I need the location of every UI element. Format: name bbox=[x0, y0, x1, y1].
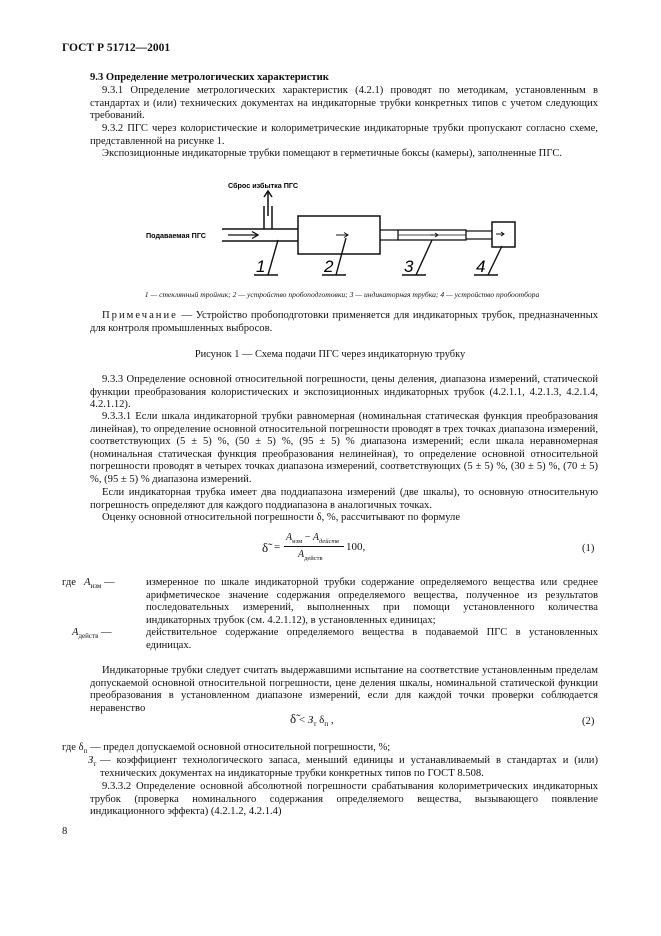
label-excess-gas-reset: Сброс избытка ПГС bbox=[228, 181, 299, 190]
leader-lines bbox=[254, 238, 502, 275]
callout-4: 4 bbox=[476, 257, 486, 276]
callout-2: 2 bbox=[324, 257, 334, 276]
figure-note bbox=[90, 310, 598, 335]
eq1-fraction-bar bbox=[284, 546, 344, 547]
equation-2-number: (2) bbox=[582, 716, 595, 727]
paragraph-9-3-3-2: 9.3.3.2 Определение основной абсолютной погрешности срабатывания колориметрических индикаторных трубок (проверка номинального содержания определяемого вещества, вызывающего появление индикационного эффекта) (4.2.1.2, 4.2.1.4) bbox=[90, 781, 598, 818]
gas-flow-diagram bbox=[140, 176, 530, 280]
label-feed-gas: Подаваемая ПГС bbox=[146, 231, 206, 240]
page-number: 8 bbox=[62, 826, 68, 837]
equation-1-number: (1) bbox=[582, 543, 595, 554]
equation-2: δ̃ < $З_т$ $\delta_п$ , bbox=[290, 711, 334, 729]
eq1-denominator: $A_{действ}$ bbox=[298, 549, 323, 562]
paragraph-9-3-2: 9.3.2 ПГС через колористические и колориметрические индикаторные трубки пропускают согласно схеме, представленной на рисунке 1. bbox=[90, 123, 598, 147]
eq1-lhs: δ̃ bbox=[262, 540, 269, 555]
def-a-izm-symbol: $A_{изм}$ — bbox=[84, 577, 115, 591]
def-a-izm-text: измеренное по шкале индикаторной трубки содержание определяемого вещества или среднее арифметическое значение содержания определяемого вещества, полученное из результатов последовательных измерений, выполненных при помощи установленного количества индикаторных трубок (см. 4.2.1.12), в установленных единицах; bbox=[146, 577, 598, 626]
paragraph-formula-intro: Оценку основной относительной погрешности δ, %, рассчитывают по формуле bbox=[102, 512, 461, 523]
equation-1 bbox=[262, 530, 462, 570]
def-k-symbol: $З_т$ bbox=[88, 755, 97, 769]
def-a-dei-text: действительное содержание определяемого вещества в подаваемой ПГС в установленных единицах. bbox=[146, 627, 598, 651]
paragraph-pass-criteria: Индикаторные трубки следует считать выдержавшими испытание на соответствие установленным пределам допускаемой основной относительной погрешности, цене деления шкалы, номинальной статической функции преобразования в установленном диапазоне измерений, если для каждой точки проверки соблюдается неравенство bbox=[90, 665, 598, 714]
figure-title: Рисунок 1 — Схема подачи ПГС через индикаторную трубку bbox=[194, 349, 466, 360]
note-text: — Устройство пробоподготовки применяется для индикаторных трубок, предназначенных для контроля промышленных выбросов. bbox=[90, 310, 598, 334]
glass-tee bbox=[222, 191, 298, 241]
figure-legend: 1 — стеклянный тройник; 2 — устройство пробоподготовки; 3 — индикаторная трубка; 4 — устройство пробоотбора bbox=[144, 290, 540, 299]
paragraph-two-ranges: Если индикаторная трубка имеет два поддиапазона измерений (две шкалы), то основную относительную погрешность определяют для каждого поддиапазона в аналогичных точках. bbox=[90, 487, 598, 511]
paragraph-exposure: Экспозиционные индикаторные трубки помещают в герметичные боксы (камеры), заполненные ПГС. bbox=[102, 148, 563, 159]
eq1-equals: = bbox=[274, 541, 281, 553]
section-heading: 9.3 Определение метрологических характеристик bbox=[90, 72, 329, 83]
def-a-dei-symbol: $A_{действ}$ — bbox=[72, 627, 112, 641]
callout-1: 1 bbox=[256, 257, 266, 276]
document-header: ГОСТ Р 51712—2001 bbox=[62, 42, 171, 54]
def-delta-p: где $\delta_п$ — предел допускаемой основной относительной погрешности, %; bbox=[62, 742, 391, 756]
def-k-text: — коэффициент технологического запаса, меньший единицы и устанавливаемый в стандартах и (или) технических документах на индикаторные трубки конкретных типов по ГОСТ 8.508. bbox=[100, 755, 598, 779]
paragraph-9-3-3-1: 9.3.3.1 Если шкала индикаторной трубки равномерная (номинальная статическая функция преобразования линейная), то определение основной относительной погрешности проводят в трех точках диапазона измерений, соответствующих (5 ± 5) %, (50 ± 5) %, (95 ± 5) % диапазона измерений; если шкала неравномерная (номинальная статическая функция преобразования нелинейная), то определение основной относительной погрешности проводят в четырех точках диапазона измерений, соответствующих (5 ± 5) %, (30 ± 5) %, (70 ± 5) %, (95 ± 5) % диапазона измерений. bbox=[90, 411, 598, 485]
callout-3: 3 bbox=[404, 257, 414, 276]
paragraph-9-3-1: 9.3.1 Определение метрологических характеристик (4.2.1) проводят по методикам, установленным в стандартах и (или) технических документах на индикаторные трубки конкретных типов с учетом следующих требований. bbox=[90, 85, 598, 122]
paragraph-9-3-3: 9.3.3 Определение основной относительной погрешности, цены деления, диапазона измерений, статической функции преобразования колористических и экспозиционных индикаторных трубок (4.2.1.1, 4.2.1.3, 4.2.1.4, 4.2.1.12). bbox=[90, 374, 598, 411]
where-label: где bbox=[62, 577, 76, 588]
feed-arrow bbox=[228, 232, 258, 239]
eq1-factor: 100, bbox=[346, 541, 366, 553]
note-label: Примечание bbox=[102, 310, 178, 321]
eq1-numerator: $A_{изм} - A_{действ}$ bbox=[286, 532, 339, 545]
